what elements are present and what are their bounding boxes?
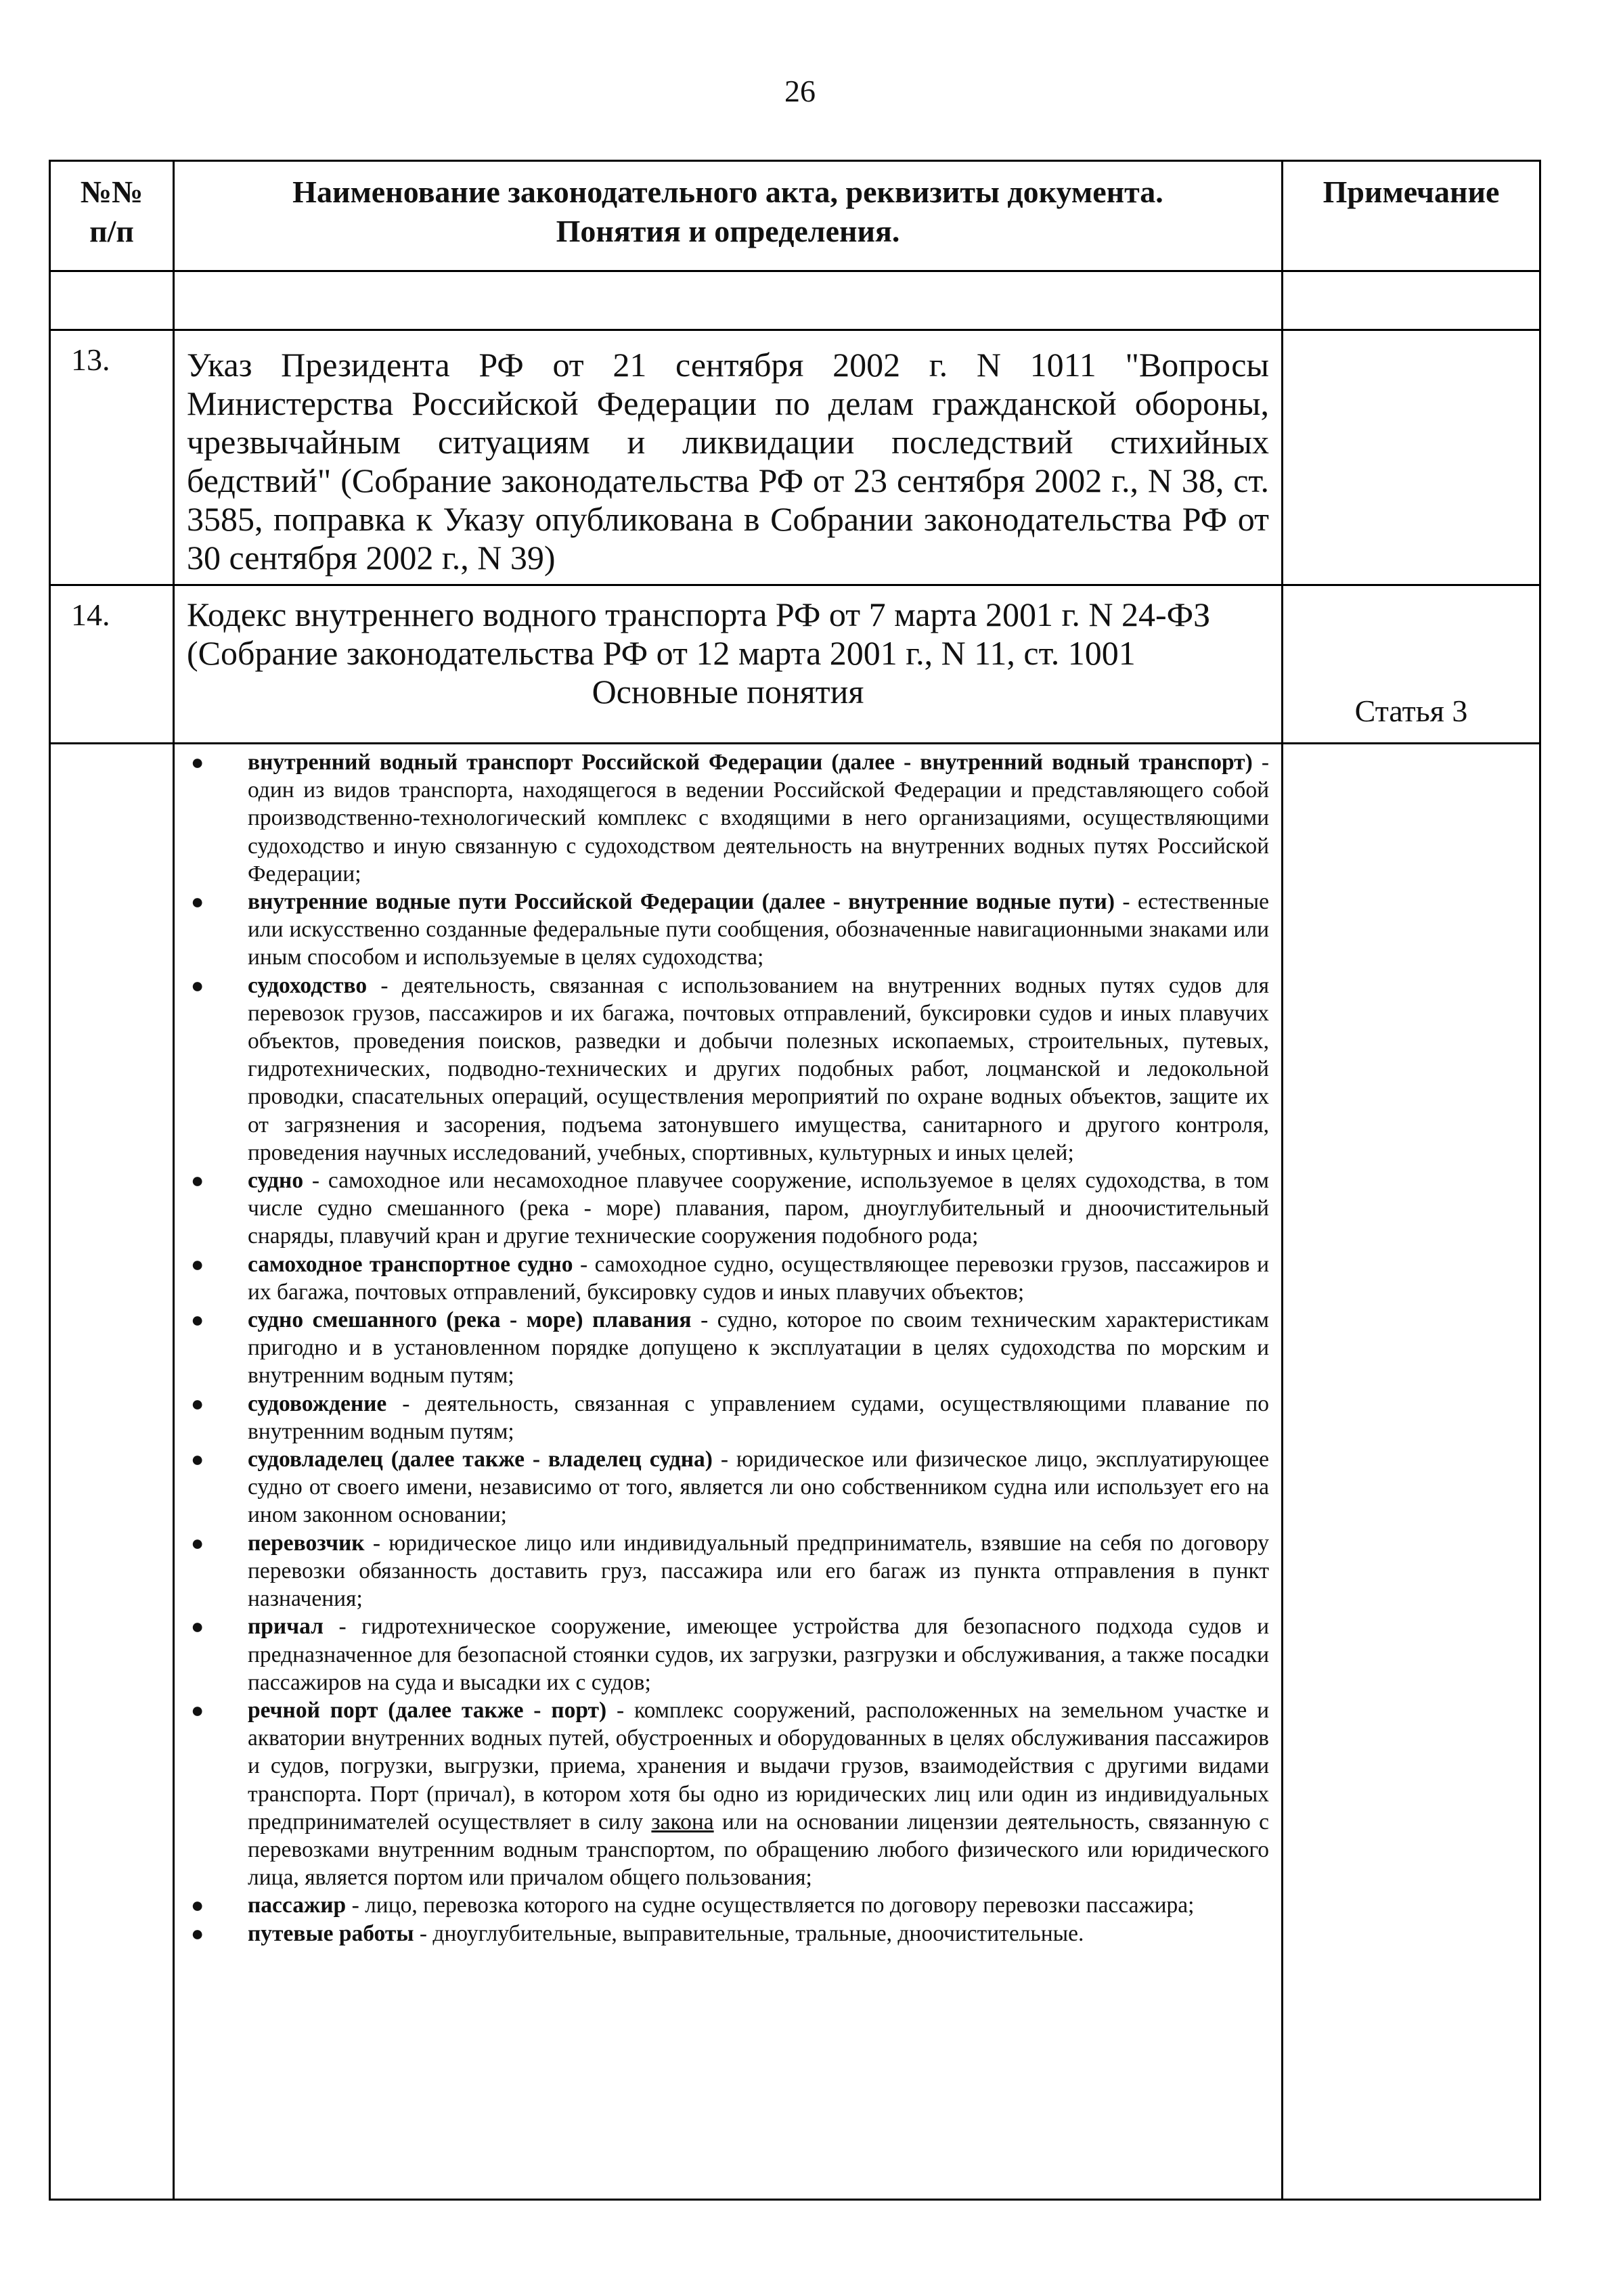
header-name-line1: Наименование законодательного акта, реквизиты документа. <box>292 175 1163 209</box>
row-14-note: Статья 3 <box>1283 585 1540 744</box>
bullet-icon: ● <box>191 972 204 997</box>
legislation-table <box>49 160 1541 2201</box>
bullet-icon: ● <box>191 1614 204 1639</box>
definition-text: - естественные или искусственно созданные федеральные пути сообщения, обозначенные навигационными знаками или иным способом и используемые в целях судоходства; <box>248 889 1269 970</box>
definition-text: - самоходное судно, осуществляющее перевозки грузов, пассажиров и их багажа, почтовых отправлений, буксировку судов и иных плавучих объектов; <box>248 1251 1269 1305</box>
list-item <box>187 1306 1269 1390</box>
page-number: 26 <box>784 74 816 108</box>
list-item <box>187 1251 1269 1306</box>
list-item <box>187 888 1269 972</box>
header-note-label: Примечание <box>1323 175 1500 209</box>
definition-text: или на основании лицензии деятельность, связанную с перевозками внутренним водным транспортом, по обращению любого физического или юридического лица, является портом или причалом общего пользования; <box>248 1809 1270 1891</box>
table-header-row <box>50 161 1540 271</box>
list-item <box>187 1167 1269 1251</box>
empty-cell <box>50 271 174 330</box>
row-number: 14. <box>50 585 174 744</box>
list-item <box>187 1891 1269 1919</box>
law-link[interactable]: закона <box>651 1809 714 1834</box>
definition-term: речной порт (далее также - порт) <box>248 1697 607 1723</box>
definition-term: самоходное транспортное судно <box>248 1251 573 1277</box>
header-number-label: №№ п/п <box>80 175 143 248</box>
row-14-line2: (Собрание законодательства РФ от 12 марта 2001 г., N 11, ст. 1001 <box>187 634 1136 672</box>
row-14-subtitle: Основные понятия <box>592 673 864 711</box>
header-number-cell <box>50 161 174 271</box>
header-name-cell <box>174 161 1283 271</box>
definition-term: путевые работы <box>248 1920 414 1946</box>
list-item <box>187 1445 1269 1529</box>
bullet-icon: ● <box>191 1307 204 1332</box>
bullet-icon: ● <box>191 750 204 774</box>
definition-term: перевозчик <box>248 1530 365 1556</box>
definitions-row <box>50 744 1540 2200</box>
header-note-cell <box>1283 161 1540 271</box>
bullet-icon: ● <box>191 889 204 914</box>
definition-text: - лицо, перевозка которого на судне осуществляется по договору перевозки пассажира; <box>346 1893 1195 1918</box>
definitions-cell <box>174 744 1283 2200</box>
list-item <box>187 748 1269 888</box>
definition-text: - деятельность, связанная с использованием на внутренних водных путях судов для перевозок грузов, пассажиров и их багажа, почтовых отправлений, буксировки судов и иных плавучих объектов, проведения поисков, разведки и добычи полезных ископаемых, строительных, путевых, гидротехнических, подводно-технических и других подобных работ, лоцманской и ледокольной проводки, спасательных операций, осуществления мероприятий по охране водных объектов, защите их от загрязнения и засорения, подъема затонувшего имущества, санитарного и другого контроля, проведения научных исследований, учебных, спортивных, культурных и иных целей; <box>248 972 1269 1165</box>
row-13-note <box>1283 330 1540 585</box>
bullet-icon: ● <box>191 1168 204 1193</box>
definition-term: судоходство <box>248 972 368 998</box>
list-item <box>187 1696 1269 1891</box>
list-item <box>187 1529 1269 1613</box>
definition-term: пассажир <box>248 1893 347 1918</box>
empty-cell <box>1283 271 1540 330</box>
bullet-icon: ● <box>191 1251 204 1276</box>
definition-text: - юридическое лицо или индивидуальный предприниматель, взявшие на себя по договору перевозки обязанность доставить груз, пассажира или его багаж из пункта отправления в пункт назначения; <box>248 1530 1269 1612</box>
definitions-note-cell <box>1283 744 1540 2200</box>
definition-term: судно <box>248 1168 304 1194</box>
table-row-14 <box>50 585 1540 744</box>
header-name-line2: Понятия и определения. <box>556 214 900 248</box>
definition-term: внутренний водный транспорт Российской Федерации (далее - внутренний водный транспорт) <box>248 750 1253 775</box>
bullet-icon: ● <box>191 1893 204 1918</box>
definition-text: - самоходное или несамоходное плавучее сооружение, используемое в целях судоходства, в том числе судно смешанного (река - море) плавания, паром, дноуглубительный и дноочистительный снаряды, плавучий кран и другие технические сооружения подобного рода; <box>248 1168 1269 1249</box>
definition-text: - дноуглубительные, выправительные, тральные, дноочистительные. <box>414 1920 1084 1946</box>
table-row-13 <box>50 330 1540 585</box>
definition-term: судовладелец (далее также - владелец судна) <box>248 1447 713 1472</box>
bullet-icon: ● <box>191 1697 204 1722</box>
definition-text: - деятельность, связанная с управлением судами, осуществляющими плавание по внутренним водным путям; <box>248 1391 1269 1444</box>
definition-term: судовождение <box>248 1391 387 1416</box>
row-13-text: Указ Президента РФ от 21 сентября 2002 г. N 1011 "Вопросы Министерства Российской Федерации по делам гражданской обороны, чрезвычайным ситуациям и ликвидации последствий стихийных бедствий" (Собрание законодательства РФ от 23 сентября 2002 г., N 38, ст. 3585, поправка к Указу опубликована в Собрании законодательства РФ от 30 сентября 2002 г., N 39) <box>174 330 1283 585</box>
empty-row <box>50 271 1540 330</box>
row-14-text <box>174 585 1283 744</box>
list-item <box>187 1613 1269 1696</box>
definition-term: внутренние водные пути Российской Федерации (далее - внутренние водные пути) <box>248 889 1115 915</box>
definition-text: - гидротехническое сооружение, имеющее устройства для безопасного подхода судов и предназначенное для безопасной стоянки судов, их загрузки, разгрузки и обслуживания, а также посадки пассажиров на суда и высадки их с судов; <box>248 1614 1269 1695</box>
definition-text: - судно, которое по своим техническим характеристикам пригодно и в установленном порядке допущено к эксплуатации в целях судоходства по морским и внутренним водным путям; <box>248 1307 1269 1389</box>
list-item <box>187 972 1269 1167</box>
bullet-icon: ● <box>191 1391 204 1416</box>
definition-text: - один из видов транспорта, находящегося в ведении Российской Федерации и представляющего собой производственно-технологический комплекс с входящими в него организациями, осуществляющими судоходство и иную связанную с судоходством деятельность на внутренних водных путях Российской Федерации; <box>248 750 1270 886</box>
bullet-icon: ● <box>191 1530 204 1555</box>
definitions-number-cell <box>50 744 174 2200</box>
bullet-icon: ● <box>191 1447 204 1472</box>
row-14-line1: Кодекс внутреннего водного транспорта РФ от 7 марта 2001 г. N 24-ФЗ <box>187 595 1211 633</box>
bullet-icon: ● <box>191 1920 204 1945</box>
row-number: 13. <box>50 330 174 585</box>
list-item <box>187 1390 1269 1445</box>
definition-text: - юридическое или физическое лицо, эксплуатирующее судно от своего имени, независимо от того, является ли оно собственником судна или использует его на ином законном основании; <box>248 1447 1269 1528</box>
definition-term: судно смешанного (река - море) плавания <box>248 1307 692 1333</box>
empty-cell <box>174 271 1283 330</box>
definitions-list <box>187 748 1269 1948</box>
list-item <box>187 1920 1269 1948</box>
definition-text: - комплекс сооружений, расположенных на земельном участке и акватории внутренних водных путей, обустроенных и оборудованных в целях обслуживания пассажиров и судов, погрузки, выгрузки, приема, хранения и выдачи грузов, взаимодействия с другими видами транспорта. Порт (причал), в котором хотя бы одно из юридических лиц или один из индивидуальных предпринимателей осуществляет в силу <box>248 1697 1269 1834</box>
definition-term: причал <box>248 1614 324 1640</box>
